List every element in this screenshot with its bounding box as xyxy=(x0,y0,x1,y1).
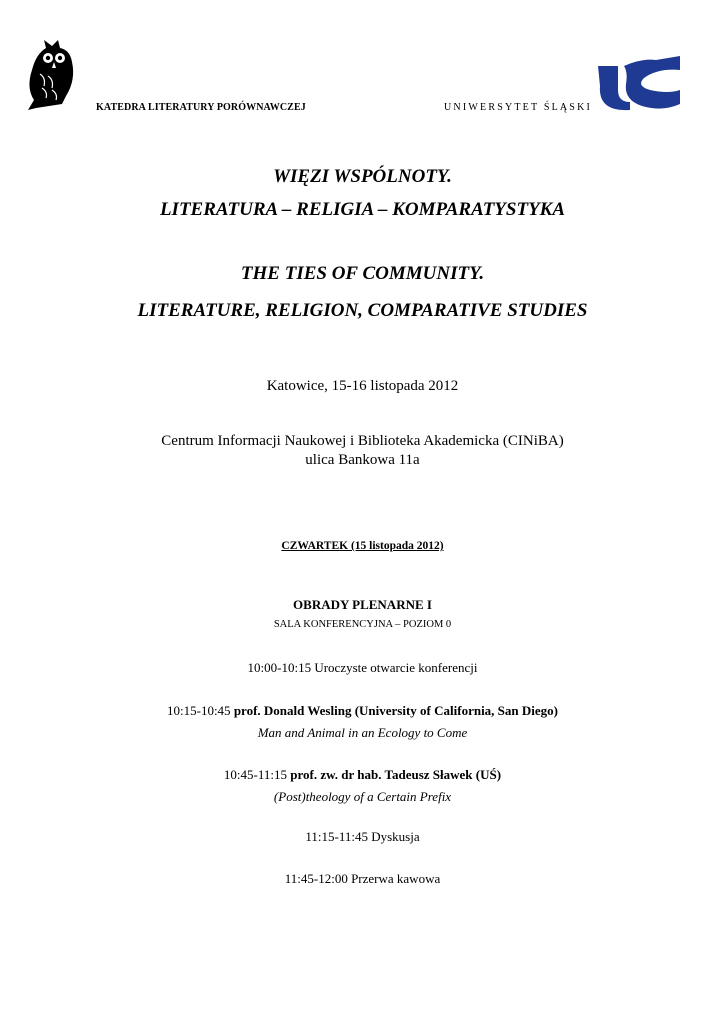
schedule-text: Uroczyste otwarcie konferencji xyxy=(314,660,478,675)
session-title: OBRADY PLENARNE I xyxy=(293,597,432,612)
schedule-time: 11:15-11:45 xyxy=(305,829,368,844)
department-name: KATEDRA LITERATURY PORÓWNAWCZEJ xyxy=(96,102,306,113)
schedule-text: Przerwa kawowa xyxy=(351,871,441,886)
schedule-speaker: prof. zw. dr hab. Tadeusz Sławek (UŚ) xyxy=(290,767,502,782)
title-en-line1: THE TIES OF COMMUNITY. xyxy=(240,263,485,284)
schedule-text: Dyskusja xyxy=(371,829,420,844)
schedule-time: 10:15-10:45 xyxy=(167,703,231,718)
university-logo-icon xyxy=(596,56,680,116)
day-label: CZWARTEK (15 listopada 2012) xyxy=(281,540,444,552)
owl-icon xyxy=(22,40,82,110)
session-room: SALA KONFERENCYJNA – POZIOM 0 xyxy=(273,619,452,630)
university-name: UNIWERSYTET ŚLĄSKI xyxy=(444,102,593,113)
schedule-item xyxy=(0,703,725,719)
schedule-time: 10:45-11:15 xyxy=(223,767,287,782)
title-pl-line1: WIĘZI WSPÓLNOTY. xyxy=(273,166,452,187)
title-pl-line2: LITERATURA – RELIGIA – KOMPARATYSTYKA xyxy=(159,199,566,220)
venue: Centrum Informacji Naukowej i Biblioteka Akademicka (CINiBA) xyxy=(161,433,564,449)
schedule-item xyxy=(0,871,725,887)
schedule-item xyxy=(0,660,725,676)
schedule-time: 11:45-12:00 xyxy=(284,871,348,886)
title-en-line2: LITERATURE, RELIGION, COMPARATIVE STUDIES xyxy=(137,300,588,321)
schedule-time: 10:00-10:15 xyxy=(247,660,312,675)
address: ulica Bankowa 11a xyxy=(305,452,420,468)
talk-title: (Post)theology of a Certain Prefix xyxy=(273,789,452,804)
place-date: Katowice, 15-16 listopada 2012 xyxy=(266,378,459,394)
schedule-speaker: prof. Donald Wesling (University of California, San Diego) xyxy=(233,703,558,718)
schedule-item xyxy=(0,829,725,845)
schedule-item xyxy=(0,767,725,783)
talk-title: Man and Animal in an Ecology to Come xyxy=(257,725,468,740)
